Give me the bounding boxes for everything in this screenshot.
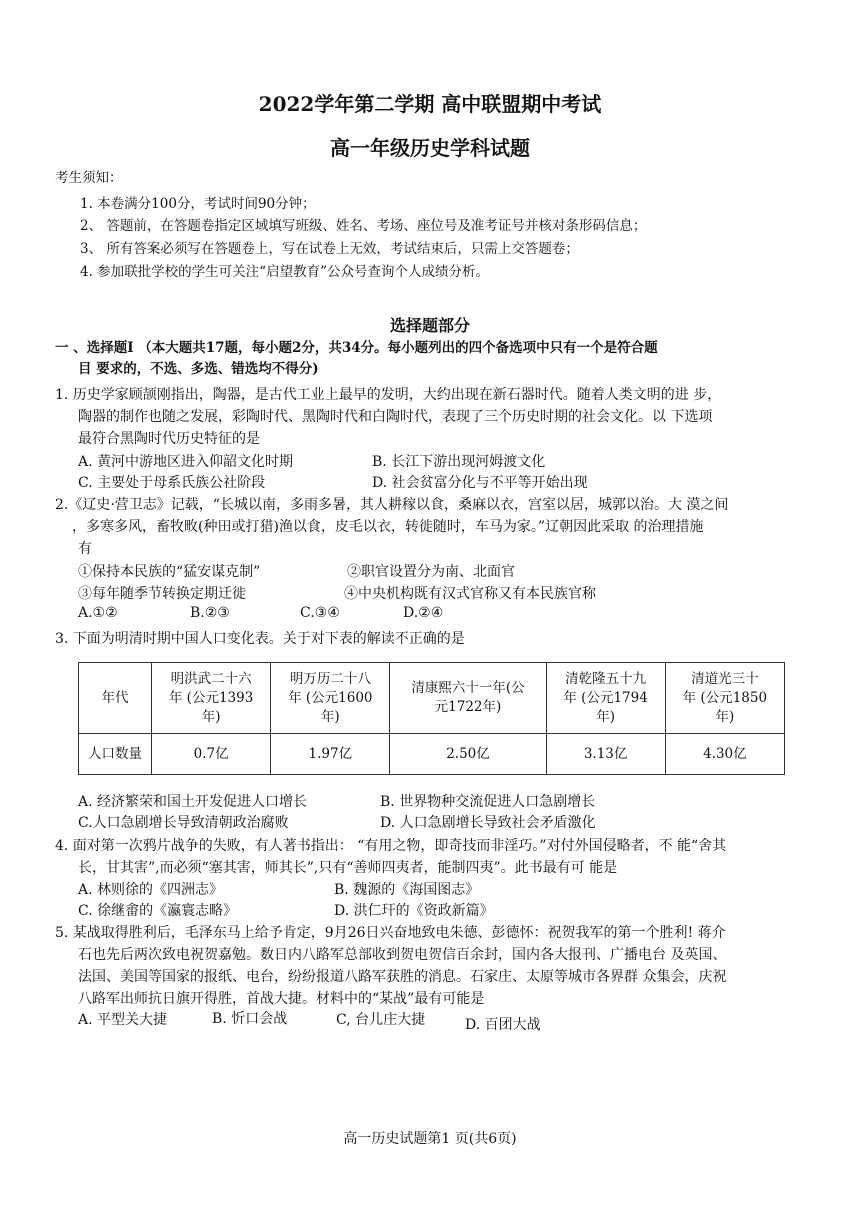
q2-option-b: B.②③ — [190, 605, 230, 621]
q2-stem-line3: 有 — [78, 541, 92, 557]
section-title: 选择题部分 — [389, 316, 470, 335]
q2-option-c: C.③④ — [300, 605, 340, 621]
part1-instructions-line1: 一 、选择题Ⅰ （本大题共17题，每小题2分，共34分。每小题列出的四个备选项中只有一个是符合题 — [55, 340, 658, 356]
q1-option-a: A. 黄河中游地区进入仰韶文化时期 — [78, 454, 294, 470]
q2-item-4: ④中央机构既有汉式官称又有本民族官称 — [344, 586, 596, 602]
q5-stem-line3: 法国、美国等国家的报纸、电台，纷纷报道八路军获胜的消息。石家庄、太原等城市各界群 众集会，庆祝 — [78, 969, 727, 985]
q5-stem-line2: 石也先后两次致电祝贺嘉勉。数日内八路军总部收到贺电贺信百余封，国内各大报刊、广播电台 及英国、 — [78, 947, 727, 963]
q3-option-c: C.人口急剧增长导致清朝政治腐败 — [78, 815, 289, 831]
q2-item-3: ③每年随季节转换定期迁徙 — [78, 586, 246, 602]
q1-stem-line2: 陶器的制作也随之发展，彩陶时代、黑陶时代和白陶时代，表现了三个历史时期的社会文化。以 下选项 — [78, 409, 713, 425]
notice-item-3: 3、 所有答案必须写在答题卷上，写在试卷上无效，考试结束后，只需上交答题卷； — [80, 241, 579, 257]
q3-option-a: A. 经济繁荣和国土开发促进人口增长 — [78, 794, 308, 810]
q5-stem-line4: 八路军出师抗日旗开得胜，首战大捷。材料中的“某战”最有可能是 — [78, 991, 485, 1007]
notice-item-2: 2、 答题前，在答题卷指定区域填写班级、姓名、考场、座位号及准考证号并核对条形码信息； — [80, 218, 647, 234]
table-header-cell: 清康熙六十一年(公 元1722年) — [390, 663, 546, 734]
q3-stem: 3. 下面为明清时期中国人口变化表。关于对下表的解读不正确的是 — [55, 631, 465, 647]
population-table — [78, 662, 785, 775]
q4-stem-line2: 长，甘其害”,而必须“塞其害，师其长”,只有“善师四夷者，能制四夷”。此书最有可 能是 — [78, 860, 618, 876]
q4-stem-line1: 4. 面对第一次鸦片战争的失败，有人著书指出： “有用之物，即奇技而非淫巧。”对付外国侵略者，不 能“舍其 — [55, 838, 727, 854]
table-cell: 3.13亿 — [546, 734, 665, 775]
q2-option-a: A.①② — [78, 605, 118, 621]
q2-option-d: D.②④ — [403, 605, 444, 621]
q2-stem-line1: 2.《辽史·营卫志》记载，“长城以南，多雨多暑，其人耕稼以食，桑麻以衣，宫室以居，城郭以治。大 漠之间 — [55, 497, 729, 513]
q5-option-d: D. 百团大战 — [465, 1017, 541, 1033]
q1-stem-line3: 最符合黑陶时代历史特征的是 — [78, 431, 260, 447]
notice-item-4: 4. 参加联批学校的学生可关注“启望教育”公众号查询个人成绩分析。 — [80, 264, 489, 280]
q1-stem-line1: 1. 历史学家顾颉刚指出，陶器，是古代工业上最早的发明，大约出现在新石器时代。随着人类文明的进 步， — [55, 387, 722, 403]
table-cell: 4.30亿 — [665, 734, 784, 775]
notice-item-1: 1. 本卷满分100分，考试时间90分钟； — [80, 196, 316, 212]
table-cell: 0.7亿 — [152, 734, 271, 775]
q5-option-b: B. 忻口会战 — [212, 1011, 288, 1027]
table-cell: 2.50亿 — [390, 734, 546, 775]
q2-item-2: ②职官设置分为南、北面官 — [347, 564, 515, 580]
q1-option-d: D. 社会贫富分化与不平等开始出现 — [372, 475, 588, 491]
q1-option-c: C. 主要处于母系氏族公社阶段 — [78, 475, 266, 491]
q4-option-b: B. 魏源的《海国图志》 — [334, 882, 480, 898]
q3-option-b: B. 世界物种交流促进人口急剧增长 — [380, 794, 596, 810]
table-header-cell: 明洪武二十六 年 (公元1393 年) — [152, 663, 271, 734]
page-footer: 高一历史试题第1 页(共6页) — [343, 1131, 517, 1147]
table-header-cell: 明万历二十八 年 (公元1600 年) — [271, 663, 390, 734]
q4-option-a: A. 林则徐的《四洲志》 — [78, 882, 224, 898]
notice-heading: 考生须知： — [55, 170, 123, 186]
exam-subtitle: 高一年级历史学科试题 — [330, 136, 530, 160]
table-header-row — [79, 663, 785, 734]
q2-stem-line2: ，多寒多风，畜牧畋(种田或打猎)渔以食，皮毛以衣，转徙随时，车马为家。”辽朝因此采取 的治理措施 — [72, 519, 704, 535]
q4-option-c: C. 徐继畬的《瀛寰志略》 — [78, 903, 238, 919]
q1-option-b: B. 长江下游出现河姆渡文化 — [372, 454, 546, 470]
table-header-cell: 清道光三十 年 (公元1850 年) — [665, 663, 784, 734]
q4-option-d: D. 洪仁玕的《资政新篇》 — [334, 903, 494, 919]
q3-option-d: D. 人口急剧增长导致社会矛盾激化 — [380, 815, 596, 831]
q2-item-1: ①保持本民族的“猛安谋克制” — [78, 564, 261, 580]
table-row — [79, 734, 785, 775]
q5-option-c: C, 台儿庄大捷 — [336, 1012, 426, 1028]
q5-stem-line1: 5. 某战取得胜利后，毛泽东马上给予肯定，9月26日兴奋地致电朱德、彭德怀：祝贺我军的第一个胜利! 蒋介 — [55, 925, 726, 941]
q5-option-a: A. 平型关大捷 — [78, 1012, 168, 1028]
table-cell: 1.97亿 — [271, 734, 390, 775]
exam-title: 2022学年第二学期 高中联盟期中考试 — [258, 92, 602, 116]
table-header-cell: 年代 — [79, 663, 152, 734]
part1-instructions-line2: 目 要求的，不选、多选、错选均不得分) — [78, 361, 319, 377]
table-cell: 人口数量 — [79, 734, 152, 775]
table-header-cell: 清乾隆五十九 年 (公元1794 年) — [546, 663, 665, 734]
